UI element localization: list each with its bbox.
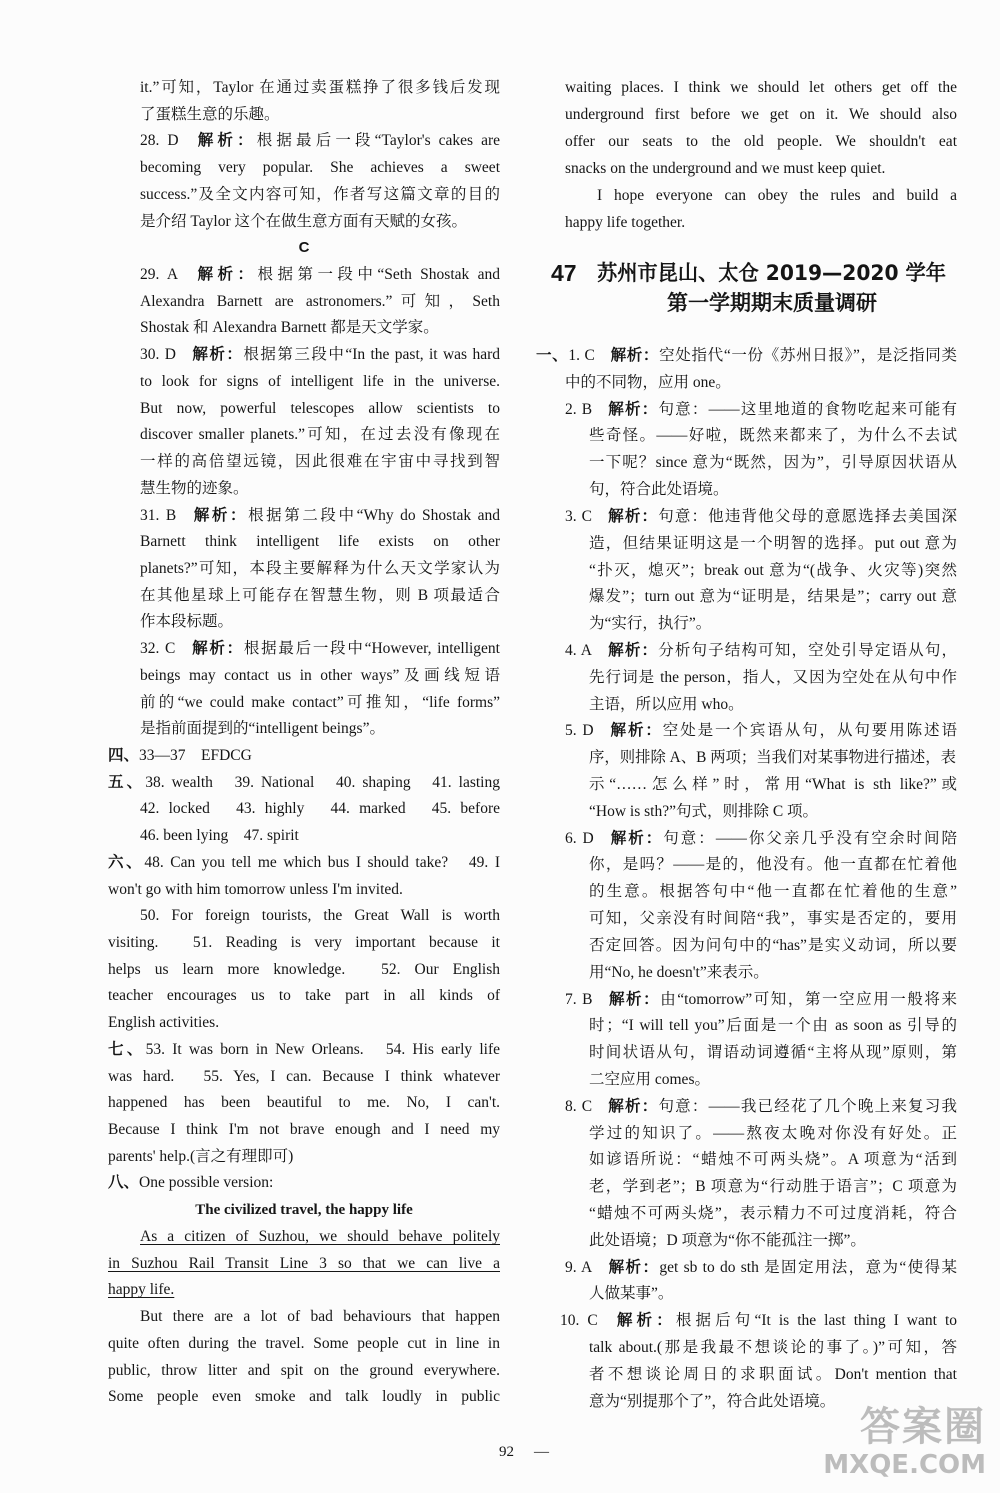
answer-6-text: 你，是吗？——是的，他没有。他一直都在忙着他 (589, 856, 957, 874)
answer-31-text: planets?”可知，本段主要解释为什么天文学家认为 (140, 559, 500, 577)
answer-3 (536, 504, 957, 638)
section-7-answers-text: Because I think I'm not brave enough and I need my (108, 1121, 500, 1139)
answer-10-line (589, 1362, 957, 1389)
section-4-answers-sec: 四、 (108, 746, 140, 764)
answer-5-text: 空处是一个宾语从句，从句要用陈述语 (662, 722, 957, 740)
section-5-answers-line (140, 796, 500, 823)
section-8-intro (108, 1170, 500, 1197)
answer-3-text: 句意：他违背他父母的意愿选择去美国深 (658, 507, 957, 525)
section-5-answers-text: 38. wealth 39. National 40. shaping 41. lasting (145, 773, 500, 791)
answer-29 (108, 262, 500, 342)
answer-10-line (589, 1335, 957, 1362)
essay-paragraph-1-text: happy life. (108, 1281, 175, 1299)
section-8-intro-text: One possible version: (139, 1174, 274, 1192)
essay-paragraph-3-line (597, 182, 957, 209)
answer-5-label: 解析： (608, 722, 663, 740)
answer-4-line (565, 638, 957, 665)
answer-31-line (140, 529, 500, 556)
answer-2-line (589, 450, 957, 477)
answer-6-line (589, 933, 957, 960)
answer-7-line (565, 987, 957, 1014)
answer-31 (108, 503, 500, 637)
section-7-answers-text: 53. It was born in New Orleans. 54. His early life (145, 1040, 500, 1058)
section-6-answers-b-line (108, 930, 500, 957)
essay-title: The civilized travel, the happy life (195, 1202, 413, 1219)
answer-8-line (589, 1174, 957, 1201)
answer-10-text: 者不想谈论周日的求职面试。Don't mention that (589, 1365, 957, 1383)
answer-4-text: 分析句子结构可知，空处引导定语从句， (658, 641, 957, 659)
answer-1-line (536, 343, 957, 370)
essay-paragraph-2-end-line (565, 155, 957, 182)
essay-paragraph-1-text: As a citizen of Suzhou, we should behave politely (140, 1227, 500, 1245)
answer-32-text: 前的“we could make contact”可推知，“life forms” (140, 693, 500, 711)
answer-8-text: “蜡烛不可两头烧”，表示精力不可过度消耗，符合 (589, 1205, 957, 1222)
answer-5-text: 序，则排除 A、B 两项；当我们对某事物进行描述，表 (589, 749, 957, 767)
answer-31-line (140, 556, 500, 583)
answer-28-label: 解析： (193, 132, 257, 150)
section-7-answers-line (108, 1037, 500, 1064)
answer-3-label: 解析： (607, 507, 659, 525)
answer-30-text: But now, powerful telescopes allow scientists to (140, 399, 500, 417)
answer-30-line (140, 422, 500, 449)
answer-28-text: 根据最后一段“Taylor's cakes are (256, 132, 500, 150)
answer-31-num: 31. B (140, 506, 177, 524)
section-7-answers-line (108, 1117, 500, 1144)
answer-30-line (140, 449, 500, 476)
answer-30-text: to look for signs of intelligent life in the universe. (140, 372, 500, 390)
answer-3-line (589, 584, 957, 611)
answer-31-line (140, 609, 500, 636)
answer-5-text: 示“……怎么样”时，常用“What is sth like?”或 (589, 776, 957, 793)
answer-29-text: Shostak 和 Alexandra Barnett 都是天文学家。 (140, 319, 439, 337)
watermark-logo (811, 1404, 986, 1480)
answer-2-text: 句，符合此处语境。 (589, 481, 729, 499)
answer-2-num: 2. B (565, 400, 593, 418)
section-7-answers-text: was hard. 55. Yes, I can. Because I think whatever (108, 1067, 500, 1085)
answer-29-line (140, 289, 500, 316)
answer-28-line (140, 155, 500, 182)
answer-31-text: Barnett think intelligent life exists on other (140, 533, 500, 551)
answer-7 (536, 987, 957, 1094)
answer-28-num: 28. D (140, 132, 179, 150)
carryover-explanation-text: 了蛋糕生意的乐趣。 (140, 105, 280, 123)
answer-30-line (140, 396, 500, 423)
carryover-explanation-line (140, 102, 500, 129)
answer-4-text: 先行词是 the person，指人，又因为空处在从句中作 (589, 668, 957, 686)
page-number-dash: — (534, 1444, 549, 1460)
section-4-answers-text: 33—37 EFDCG (139, 746, 252, 764)
answer-1-num: 1. C (568, 347, 595, 364)
answer-30-line (140, 342, 500, 369)
answer-6-line (589, 879, 957, 906)
essay-paragraph-1 (108, 1224, 500, 1304)
section-6-answers-b-line (108, 983, 500, 1010)
answer-10-text: 根据后句“It is the last thing I want to (675, 1312, 957, 1330)
answer-5-line (589, 772, 957, 799)
answer-30 (108, 342, 500, 502)
answer-31-line (140, 583, 500, 610)
answer-28-text: 是介绍 Taylor 这个在做生意方面有天赋的女孩。 (140, 212, 467, 230)
answer-3-text: 爆发”；turn out 意为“证明是，结果是”；carry out 意 (589, 588, 957, 606)
essay-paragraph-2-start (108, 1304, 500, 1411)
answer-7-text: 二空应用 comes。 (589, 1070, 710, 1088)
section-7-answers-sec: 七、 (108, 1040, 146, 1058)
section-6-answers-b-text: helps us learn more knowledge. 52. Our English (108, 960, 500, 978)
answer-32-num: 32. C (140, 640, 176, 658)
answer-31-text: 根据第二段中“Why do Shostak and (248, 506, 500, 524)
answer-4-num: 4. A (565, 641, 593, 659)
answer-10-text: 意为“别提那个了”，符合此处语境。 (589, 1392, 836, 1410)
answer-32 (108, 636, 500, 743)
answer-30-num: 30. D (140, 346, 176, 364)
answer-30-line (140, 369, 500, 396)
answer-1-text: 中的不同物，应用 one。 (565, 373, 731, 391)
answer-3-text: 造，但结果证明这是一个明智的选择。put out 意为 (589, 534, 957, 552)
answer-2-text: 句意：——这里地道的食物吃起来可能有 (658, 400, 957, 418)
answer-4-text: 主语，所以应用 who。 (589, 695, 744, 713)
answer-31-text: 作本段标题。 (140, 613, 234, 631)
left-column (108, 75, 500, 1411)
answer-8-text: 如谚语所说：“蜡烛不可两头烧”。A 项意为“活到 (589, 1151, 957, 1169)
answer-6-line (589, 852, 957, 879)
essay-paragraph-3-line (565, 209, 957, 236)
answer-29-text: Alexandra Barnett are astronomers.”可知，Seth (140, 292, 500, 310)
answer-5-line (589, 745, 957, 772)
essay-paragraph-3-text: I hope everyone can obey the rules and build a (597, 187, 957, 204)
section-7-answers (108, 1037, 500, 1171)
section-4-answers (108, 743, 500, 770)
answer-6-label: 解析： (608, 829, 664, 847)
answer-9-line (589, 1281, 957, 1308)
section-6-answers-b-line (108, 957, 500, 984)
section-5-answers-text: 42. locked 43. highly 44. marked 45. before (140, 800, 500, 818)
answer-6 (536, 826, 957, 987)
answer-3-line (565, 504, 957, 531)
answer-32-line (140, 636, 500, 663)
answer-30-text: 慧生物的迹象。 (140, 479, 249, 497)
answer-8-line (589, 1147, 957, 1174)
right-column-answers (536, 343, 957, 1416)
test-title-line-1: 苏州市昆山、太仓 2019—2020 学年 (597, 261, 947, 285)
answer-7-text: 时；“I will tell you”后面是一个由 as soon as 引导的 (589, 1017, 957, 1035)
part-c-heading: C (298, 239, 310, 257)
answer-10-line (560, 1308, 957, 1335)
answer-1-sec: 一、 (536, 347, 569, 364)
answer-30-line (140, 476, 500, 503)
section-6-answers-b-text: teacher encourages us to take part in all kinds of (108, 987, 500, 1005)
answer-2-line (589, 477, 957, 504)
answer-3-text: “扑灭，熄灭”；break out 意为“(战争、火灾等)突然 (589, 561, 957, 579)
answer-31-label: 解析： (191, 506, 249, 524)
answer-2-line (565, 397, 957, 424)
watermark-site: MXQE.COM (823, 1450, 986, 1480)
essay-paragraph-1-text: in Suzhou Rail Transit Line 3 so that we can live a (108, 1254, 500, 1272)
answer-8-num: 8. C (565, 1097, 593, 1115)
answer-5-num: 5. D (565, 722, 594, 740)
answer-30-text: 根据第三段中“In the past, it was hard (243, 346, 500, 364)
answer-9-text: 人做某事”。 (589, 1285, 674, 1303)
answer-7-text: 由“tomorrow”可知，第一空应用一般将来 (660, 990, 957, 1008)
essay-paragraph-1-line (140, 1224, 500, 1251)
right-column-essay (536, 74, 957, 236)
section-7-answers-text: happened has been beautiful to me. No, I can't. (108, 1094, 500, 1112)
section-5-answers-text: 46. been lying 47. spirit (140, 827, 299, 845)
essay-paragraph-1-line (108, 1251, 500, 1278)
answer-3-line (589, 531, 957, 558)
carryover-explanation (108, 75, 500, 128)
essay-paragraph-3 (536, 182, 957, 236)
essay-paragraph-2-start-line (108, 1331, 500, 1358)
answer-8-text: 学过的知识了。——熬夜太晚对你没有好处。正 (589, 1124, 957, 1142)
answer-8-line (589, 1228, 957, 1255)
answer-7-label: 解析： (607, 990, 661, 1008)
essay-paragraph-2-end-text: offer our seats to the old people. We shouldn't eat (565, 133, 957, 150)
answer-8-label: 解析： (607, 1097, 659, 1115)
answer-3-line (589, 611, 957, 638)
answer-7-text: 时间状语从句，谓语动词遵循“主将从现”原则，第 (589, 1044, 957, 1062)
essay-paragraph-2-start-line (140, 1304, 500, 1331)
answer-2-label: 解析： (607, 400, 659, 418)
answer-8-line (589, 1121, 957, 1148)
answer-7-line (589, 1040, 957, 1067)
answer-29-text: 根据第一段中“Seth Shostak and (257, 266, 500, 284)
answer-10-text: talk about.(那是我最不想谈论的事了。)”可知，答 (589, 1339, 957, 1357)
section-6-answers-a-line (108, 850, 500, 877)
answer-6-line (565, 826, 957, 853)
answer-6-text: 否定回答。因为问句中的“has”是实义动词，所以要 (589, 936, 957, 954)
answer-32-line (140, 716, 500, 743)
essay-paragraph-2-start-line (108, 1384, 500, 1411)
carryover-explanation-text: it.”可知，Taylor 在通过卖蛋糕挣了很多钱后发现 (140, 79, 500, 96)
section-7-answers-line (108, 1144, 500, 1171)
section-8-intro-line (108, 1170, 500, 1197)
answer-32-text: 根据最后一段中“However, intelligent (243, 640, 500, 658)
answer-28-line (140, 128, 500, 155)
section-7-answers-text: parents' help.(言之有理即可) (108, 1147, 294, 1165)
answer-29-line (140, 262, 500, 289)
answer-4-line (589, 665, 957, 692)
answer-6-text: 用“No, he doesn't”来表示。 (589, 963, 769, 981)
answer-8-text: 此处语境；D 项意为“你不能孤注一掷”。 (589, 1231, 866, 1249)
answer-9-label: 解析： (607, 1258, 660, 1276)
essay-paragraph-2-start-text: public, throw litter and spit on the ground everywhere. (108, 1361, 500, 1379)
answer-3-text: 为“实行，执行”。 (589, 615, 712, 633)
answer-32-line (140, 663, 500, 690)
answer-2-text: 一下呢？since 意为“既然，因为”，引导原因状语从 (589, 454, 957, 472)
section-8-intro-sec: 八、 (108, 1174, 140, 1192)
answer-7-line (589, 1013, 957, 1040)
carryover-explanation-line (140, 75, 500, 102)
section-5-answers-line (140, 823, 500, 850)
section-6-answers-b (108, 903, 500, 1037)
section-6-answers-a-line (108, 877, 500, 904)
test-title (597, 259, 947, 319)
section-5-answers (108, 770, 500, 850)
section-7-answers-line (108, 1090, 500, 1117)
answer-28-text: success.”及全文内容可知，作者写这篇文章的目的 (140, 185, 500, 203)
answer-31-text: 在其他星球上可能存在智慧生物，则 B 项最适合 (140, 586, 500, 604)
answer-28-text: becoming very popular. She achieves a sweet (140, 159, 500, 177)
answer-28 (108, 128, 500, 235)
essay-paragraph-2-end-line (565, 101, 957, 128)
section-6-answers-a-text: won't go with him tomorrow unless I'm invited. (108, 880, 403, 898)
watermark-brand: 答案圈 (860, 1404, 986, 1450)
section-6-answers-b-line (140, 903, 500, 930)
answer-6-line (589, 960, 957, 987)
essay-paragraph-2-start-text: Some people even smoke and talk loudly in public (108, 1388, 500, 1406)
answer-1-text: 空处指代“一份《苏州日报》”，是泛指同类 (659, 347, 957, 364)
answer-32-label: 解析： (190, 640, 244, 658)
answer-29-num: 29. A (140, 266, 179, 284)
answer-30-text: 一样的高倍望远镜，因此很难在宇宙中寻找到智 (140, 453, 500, 471)
section-6-answers-b-line (108, 1010, 500, 1037)
answer-29-label: 解析： (193, 266, 258, 284)
answer-1-line (565, 370, 957, 397)
test-title-line-2: 第一学期期末质量调研 (667, 291, 877, 315)
answer-32-text: 是指前面提到的“intelligent beings”。 (140, 720, 385, 738)
answer-6-line (589, 906, 957, 933)
answer-2 (536, 397, 957, 504)
section-5-answers-sec: 五、 (108, 773, 146, 791)
answer-8-line (565, 1094, 957, 1121)
section-5-answers-line (108, 770, 500, 797)
answer-9-text: get sb to do sth 是固定用法，意为“使得某 (659, 1258, 957, 1276)
essay-paragraph-2-start-text: quite often during the travel. Some people cut in line in (108, 1334, 500, 1352)
section-6-answers-b-text: visiting. 51. Reading is very important because it (108, 934, 500, 951)
section-7-answers-line (108, 1064, 500, 1091)
essay-paragraph-2-end-text: underground first before we get on it. We should also (565, 106, 957, 123)
answer-2-line (589, 423, 957, 450)
answer-10 (536, 1308, 957, 1415)
essay-paragraph-1-line (108, 1277, 500, 1304)
essay-paragraph-2-end-text: waiting places. I think we should let others get off the (565, 79, 957, 96)
essay-paragraph-2-end-line (565, 74, 957, 101)
answer-8 (536, 1094, 957, 1255)
answer-28-line (140, 209, 500, 236)
essay-paragraph-3-text: happy life together. (565, 214, 686, 231)
answer-3-line (589, 558, 957, 585)
section-6-answers-b-text: 50. For foreign tourists, the Great Wall is worth (140, 907, 500, 925)
section-6-answers-a-text: 48. Can you tell me which bus I should take? 49. I (144, 853, 500, 871)
answer-6-text: 句意：——你父亲几乎没有空余时间陪 (663, 829, 957, 847)
answer-5 (536, 718, 957, 825)
answer-4-label: 解析： (607, 641, 659, 659)
answer-6-text: 可知，父亲没有时间陪“我”，事实是否定的，要用 (589, 910, 957, 928)
answer-28-line (140, 182, 500, 209)
answer-2-text: 些奇怪。——好啦，既然来都来了，为什么不去试 (589, 427, 957, 445)
answer-29-line (140, 315, 500, 342)
answer-30-text: discover smaller planets.”可知，在过去没有像现在 (140, 426, 500, 444)
answer-32-text: beings may contact us in other ways”及画线短语 (140, 666, 500, 684)
answer-8-text: 老，学到老”；B 项意为“行动胜于语言”；C 项意为 (589, 1178, 957, 1196)
answer-10-num: 10. C (560, 1312, 598, 1330)
essay-paragraph-2-end-text: snacks on the underground and we must keep quiet. (565, 160, 886, 177)
answer-4 (536, 638, 957, 718)
answer-6-text: 的生意。根据答句中“他一直都在忙着他的生意” (589, 883, 957, 901)
essay-paragraph-2-end-line (565, 128, 957, 155)
answer-32-line (140, 690, 500, 717)
answer-31-line (140, 503, 500, 530)
answer-7-line (589, 1067, 957, 1094)
essay-paragraph-2-start-line (108, 1358, 500, 1385)
section-6-answers-a (108, 850, 500, 903)
answer-30-label: 解析： (190, 346, 244, 364)
answer-3-num: 3. C (565, 507, 593, 525)
answer-8-text: 句意：——我已经花了几个晚上来复习我 (658, 1097, 957, 1115)
answer-1-label: 解析： (609, 347, 660, 364)
section-4-answers-line (108, 743, 500, 770)
answer-1 (536, 343, 957, 397)
test-number: 47 (551, 260, 577, 286)
answer-8-line (589, 1201, 957, 1228)
answer-5-line (589, 799, 957, 826)
answer-4-line (589, 692, 957, 719)
answer-9-num: 9. A (565, 1258, 593, 1276)
answer-9 (536, 1255, 957, 1309)
answer-10-label: 解析： (612, 1312, 676, 1330)
answer-6-num: 6. D (565, 829, 594, 847)
answer-5-line (565, 718, 957, 745)
answer-9-line (565, 1255, 957, 1282)
answer-5-text: “How is sth?”句式，则排除 C 项。 (589, 802, 819, 820)
section-6-answers-a-sec: 六、 (108, 853, 145, 871)
page-number: 92 (499, 1444, 514, 1460)
answer-7-num: 7. B (565, 990, 593, 1008)
essay-paragraph-2-end (536, 74, 957, 182)
essay-paragraph-2-start-text: But there are a lot of bad behaviours that happen (140, 1308, 500, 1326)
section-6-answers-b-text: English activities. (108, 1014, 220, 1032)
